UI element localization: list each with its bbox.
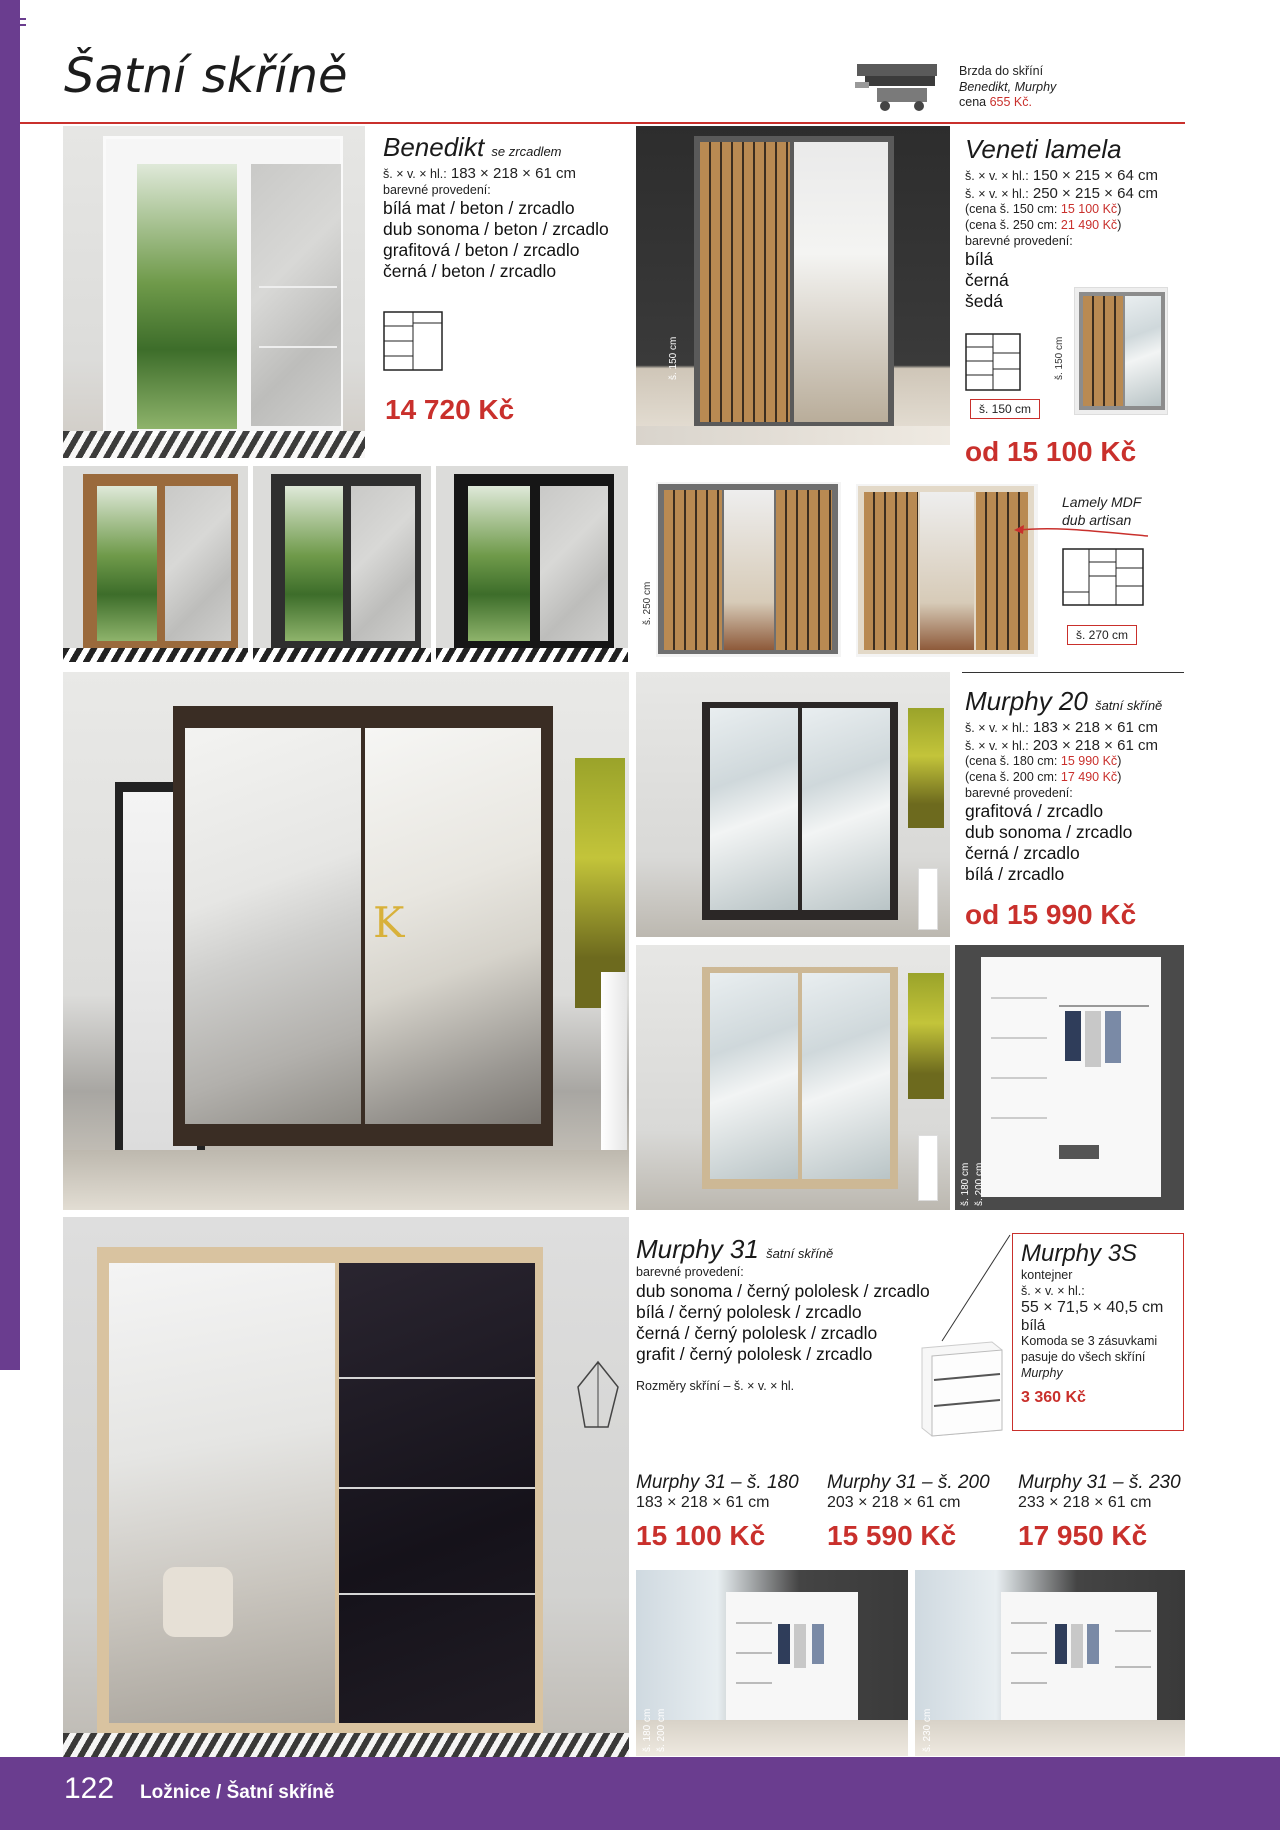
murphy31-photo-label-230: š. 230 cm: [922, 1708, 933, 1752]
murphy20-note-suffix: ): [1117, 754, 1122, 769]
murphy20-note1-price: 15 990 Kč: [1060, 754, 1118, 769]
veneti-price: od 15 100 Kč: [965, 436, 1137, 467]
brake-line2: Benedikt, Murphy: [959, 79, 1057, 94]
murphy20-note1-prefix: (cena š. 180 cm:: [965, 754, 1058, 769]
veneti-variants-label: barevné provedení:: [965, 233, 1073, 248]
murphy31-size-230: [1018, 1472, 1186, 1552]
murphy3s-dims: 55 × 71,5 × 40,5 cm: [1021, 1299, 1164, 1317]
veneti-variant: bílá: [965, 249, 994, 270]
murphy3s-desc-brand: Murphy: [1021, 1365, 1063, 1380]
veneti-dims-line2: [965, 185, 1185, 203]
murphy20-variant: dub sonoma / zrcadlo: [965, 822, 1133, 843]
veneti-dim-label: š. × v. × hl.:: [965, 186, 1029, 201]
murphy31-sizes-note: Rozměry skříní – š. × v. × hl.: [636, 1378, 795, 1393]
size-width: š. 180: [746, 1472, 799, 1493]
veneti-divider: [962, 672, 1184, 673]
veneti-thumb-label: š. 150 cm: [1054, 336, 1065, 380]
benedikt-variant-photo-black: [436, 466, 628, 662]
murphy20-main-photo: K: [63, 672, 629, 1210]
veneti-note2-price: 21 490 Kč: [1060, 217, 1118, 232]
veneti-width-tag-150: š. 150 cm: [970, 399, 1040, 419]
murphy20-dims2: 203 × 218 × 61 cm: [1032, 736, 1158, 754]
murphy31-variant: grafit / černý pololesk / zrcadlo: [636, 1343, 873, 1364]
lamely-line2: dub artisan: [1062, 511, 1132, 528]
benedikt-dim-label: š. × v. × hl.:: [383, 167, 447, 181]
veneti-photo-label-250: š. 250 cm: [642, 581, 653, 625]
murphy31-variants-label: barevné provedení:: [636, 1265, 744, 1279]
murphy31-photo-label-180: š. 180 cm: [642, 1708, 653, 1752]
benedikt-subtitle: se zrcadlem: [491, 144, 562, 159]
brake-image: [855, 58, 941, 114]
veneti-price-note2: [965, 218, 1185, 234]
murphy3s-dim-label: š. × v. × hl.:: [1021, 1283, 1085, 1298]
brake-text: [959, 64, 1179, 111]
veneti-schematic-270: [1062, 548, 1144, 606]
size-name: Murphy 31 –: [827, 1472, 933, 1493]
murphy20-photo-interior: [955, 945, 1184, 1210]
strip-marks: [18, 18, 26, 26]
murphy31-variant: bílá / černý pololesk / zrcadlo: [636, 1301, 862, 1322]
murphy3s-type: kontejner: [1021, 1268, 1073, 1282]
benedikt-variant-photo-grafit: [253, 466, 431, 662]
veneti-light-photo: [856, 484, 1038, 657]
benedikt-title: [383, 132, 643, 163]
benedikt-variant-photo-sonoma: [63, 466, 248, 662]
murphy31-name: Murphy 31: [636, 1234, 759, 1264]
murphy31-interior-photo-1: [636, 1570, 908, 1756]
brake-price: 655 Kč.: [989, 95, 1032, 110]
footer-section: Ložnice / Šatní skříně: [140, 1782, 335, 1803]
veneti-dim-label: š. × v. × hl.:: [965, 169, 1029, 183]
lamely-note: [1062, 494, 1141, 529]
murphy31-variant: černá / černý pololesk / zrcadlo: [636, 1322, 878, 1343]
murphy20-title: [965, 686, 1185, 717]
benedikt-price: 14 720 Kč: [385, 394, 515, 425]
veneti-variant: šedá: [965, 291, 1003, 312]
left-purple-strip: [0, 0, 20, 1370]
murphy20-variant: černá / zrcadlo: [965, 843, 1080, 864]
murphy20-variant: grafitová / zrcadlo: [965, 801, 1104, 822]
size-title: [827, 1472, 1007, 1494]
veneti-photo-label-150: š. 150 cm: [668, 336, 679, 380]
brake-line1: Brzda do skříní: [959, 64, 1044, 78]
veneti-info: [965, 134, 1185, 312]
murphy31-main-photo: [63, 1217, 629, 1757]
size-title: [1018, 1472, 1186, 1494]
page-title: Šatní skříně: [64, 48, 348, 104]
murphy31-size-180: [636, 1472, 816, 1552]
murphy3s-photo: [912, 1334, 1004, 1438]
size-price: 15 100 Kč: [636, 1520, 766, 1551]
murphy20-note-suffix: ): [1117, 769, 1122, 784]
murphy20-photo-dark: [636, 672, 950, 937]
veneti-schematic-150: [965, 333, 1021, 391]
murphy20-dims-line1: [965, 719, 1185, 737]
size-title: [636, 1472, 816, 1494]
murphy20-note2-price: 17 490 Kč: [1060, 769, 1118, 784]
benedikt-variant: bílá mat / beton / zrcadlo: [383, 198, 575, 219]
murphy20-dims1: 183 × 218 × 61 cm: [1032, 719, 1158, 736]
size-dims: 183 × 218 × 61 cm: [636, 1494, 770, 1511]
size-name: Murphy 31 –: [636, 1472, 742, 1493]
size-dims: 233 × 218 × 61 cm: [1018, 1494, 1152, 1511]
murphy20-price-note1: [965, 754, 1185, 770]
murphy31-photo-label-200: š. 200 cm: [656, 1708, 667, 1752]
murphy31-subtitle: šatní skříně: [766, 1246, 834, 1261]
size-name: Murphy 31 –: [1018, 1472, 1124, 1493]
benedikt-main-photo: [63, 126, 365, 458]
murphy20-dim-label: š. × v. × hl.:: [965, 738, 1029, 753]
benedikt-schematic: [383, 311, 443, 371]
murphy20-variant: bílá / zrcadlo: [965, 864, 1065, 885]
veneti-note2-prefix: (cena š. 250 cm:: [965, 217, 1058, 232]
murphy20-price-note2: [965, 770, 1185, 786]
veneti-note1-prefix: (cena š. 150 cm:: [965, 202, 1058, 217]
veneti-thumb-photo: [1074, 287, 1168, 415]
page-number: 122: [64, 1772, 115, 1805]
murphy3s-desc: pasuje do všech skříní: [1021, 1349, 1146, 1364]
benedikt-dims: 183 × 218 × 61 cm: [450, 165, 576, 182]
murphy3s-name: Murphy 3S: [1021, 1240, 1138, 1267]
murphy31-title: [636, 1234, 966, 1265]
size-width: š. 200: [937, 1472, 990, 1493]
murphy3s-price: 3 360 Kč: [1021, 1389, 1086, 1407]
veneti-variant: černá: [965, 270, 1009, 291]
veneti-note-suffix: ): [1117, 217, 1122, 232]
murphy31-interior-photo-2: [915, 1570, 1185, 1756]
murphy20-variants-label: barevné provedení:: [965, 785, 1073, 800]
benedikt-info: [383, 132, 643, 282]
murphy20-photo-label-200: š. 200 cm: [974, 1162, 985, 1206]
murphy20-note2-prefix: (cena š. 200 cm:: [965, 769, 1058, 784]
murphy3s-box: [1012, 1233, 1184, 1431]
benedikt-variant: grafitová / beton / zrcadlo: [383, 240, 580, 261]
benedikt-name: Benedikt: [383, 132, 485, 162]
veneti-main-photo: [636, 126, 950, 445]
murphy3s-color: bílá: [1021, 1317, 1046, 1335]
murphy31-size-200: [827, 1472, 1007, 1552]
size-dims: 203 × 218 × 61 cm: [827, 1494, 961, 1511]
benedikt-variant: dub sonoma / beton / zrcadlo: [383, 219, 609, 240]
veneti-dims2: 250 × 215 × 64 cm: [1032, 184, 1158, 202]
benedikt-variants-label: barevné provedení:: [383, 182, 491, 197]
murphy20-photo-sonoma: [636, 945, 950, 1210]
murphy20-subtitle: šatní skříně: [1095, 698, 1163, 713]
title-rule: [20, 122, 1185, 124]
veneti-dims1: 150 × 215 × 64 cm: [1032, 167, 1158, 184]
size-price: 17 950 Kč: [1018, 1520, 1148, 1551]
murphy20-photo-label-180: š. 180 cm: [960, 1162, 971, 1206]
murphy20-dims-line2: [965, 737, 1185, 755]
veneti-grey-photo: [656, 482, 841, 657]
murphy20-price: od 15 990 Kč: [965, 899, 1137, 930]
veneti-dims-line1: [965, 167, 1185, 185]
murphy3s-desc: Komoda se 3 zásuvkami: [1021, 1334, 1158, 1349]
brake-price-prefix: cena: [959, 95, 987, 110]
lamely-line1: Lamely MDF: [1062, 494, 1142, 510]
murphy3s-pointer-line: [940, 1233, 1012, 1343]
size-price: 15 590 Kč: [827, 1520, 957, 1551]
veneti-note-suffix: ): [1117, 202, 1122, 217]
size-width: š. 230: [1128, 1472, 1181, 1493]
veneti-price-note1: [965, 202, 1185, 218]
benedikt-variant: černá / beton / zrcadlo: [383, 261, 557, 282]
veneti-width-tag-270: š. 270 cm: [1067, 625, 1137, 645]
brake-price-line: [959, 95, 1179, 111]
veneti-note1-price: 15 100 Kč: [1060, 202, 1118, 217]
benedikt-dims-line: [383, 165, 643, 183]
murphy31-variant: dub sonoma / černý pololesk / zrcadlo: [636, 1280, 930, 1301]
murphy20-info: [965, 686, 1185, 885]
murphy20-dim-label: š. × v. × hl.:: [965, 721, 1029, 735]
veneti-name: Veneti lamela: [965, 134, 1122, 164]
murphy20-name: Murphy 20: [965, 686, 1088, 716]
